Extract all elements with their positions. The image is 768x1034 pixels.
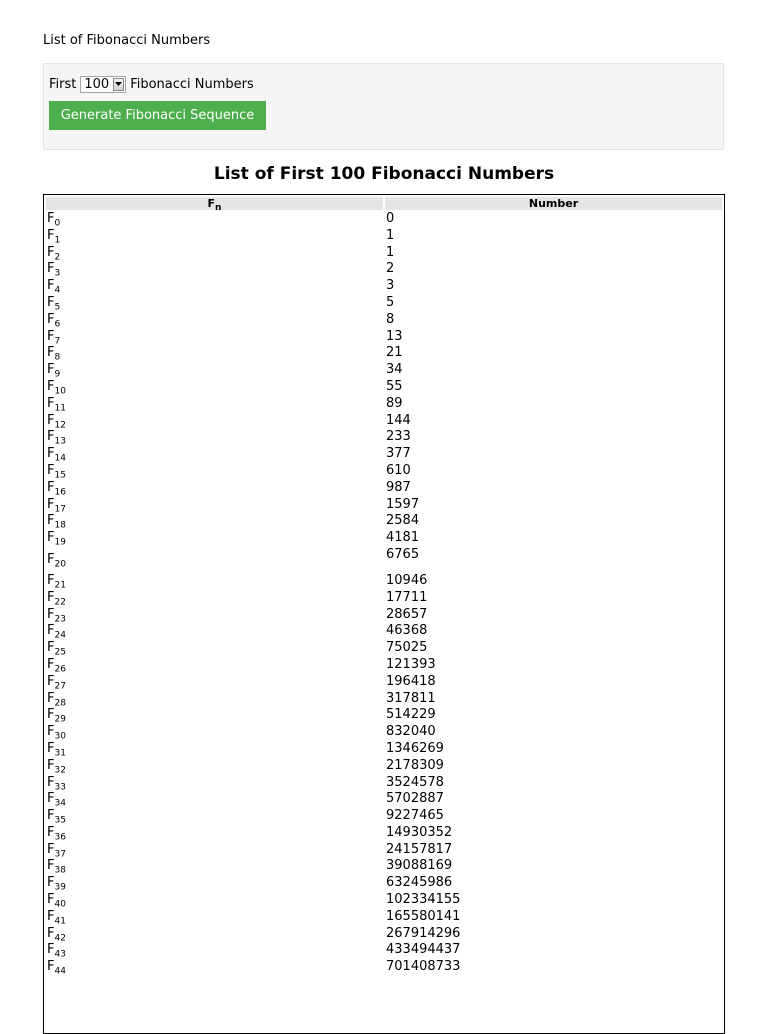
table-row [46, 725, 722, 740]
fib-index-cell [46, 430, 383, 445]
fib-index-cell [46, 942, 383, 961]
fib-value-cell: 63245986 [386, 875, 453, 891]
fib-index-sub: 23 [54, 614, 66, 625]
table-row [46, 859, 722, 874]
fib-index-base: F [47, 551, 55, 567]
fib-index-base: F [47, 530, 55, 546]
fib-index-sub: 15 [54, 470, 66, 481]
fib-index-sub: 19 [54, 537, 66, 548]
table-row [46, 246, 722, 261]
fib-index-cell [46, 330, 383, 345]
fib-index-cell [46, 910, 383, 925]
fib-index-sub: 7 [54, 336, 61, 347]
fib-index-base: F [47, 211, 55, 226]
table-row [46, 531, 722, 546]
column-header-index-base: F [207, 197, 216, 210]
table-row [46, 481, 722, 496]
column-header-index [46, 197, 383, 214]
fib-value-cell: 75025 [386, 640, 428, 656]
table-row [46, 843, 722, 858]
fib-index-cell [46, 296, 383, 311]
fib-index-sub: 34 [54, 798, 66, 809]
fib-index-base: F [47, 378, 55, 394]
fib-index-base: F [47, 244, 55, 260]
table-row [46, 624, 722, 639]
fib-value-cell: 1 [386, 227, 395, 243]
fib-index-cell [46, 858, 383, 877]
fib-index-sub: 32 [54, 765, 66, 776]
fib-index-cell [46, 876, 383, 891]
fib-index-cell [46, 927, 383, 942]
fib-index-base: F [47, 757, 55, 773]
fib-index-cell [46, 658, 383, 673]
fib-index-sub: 40 [54, 899, 66, 910]
fib-value-cell: 55 [386, 378, 403, 394]
fib-value-cell: 17711 [386, 589, 428, 605]
fib-value-cell: 6765 [386, 546, 420, 562]
fib-index-base: F [47, 589, 55, 605]
fib-index-sub: 14 [54, 453, 66, 464]
fib-index-base: F [47, 479, 55, 495]
table-row [46, 279, 722, 294]
table-row [46, 692, 722, 707]
table-row [46, 574, 722, 589]
fib-index-cell [46, 246, 383, 261]
fibonacci-table [44, 195, 724, 977]
fib-value-cell: 196418 [386, 673, 436, 689]
fib-index-cell [46, 514, 383, 529]
fib-index-base: F [47, 227, 55, 243]
fib-value-cell: 102334155 [386, 892, 461, 908]
fib-value-cell: 10946 [386, 572, 428, 588]
fib-index-sub: 4 [54, 285, 61, 296]
fib-index-base: F [47, 690, 55, 706]
fib-index-sub: 35 [54, 815, 66, 826]
table-row [46, 430, 722, 445]
fib-index-base: F [47, 606, 55, 622]
fib-index-sub: 42 [54, 933, 66, 944]
fib-index-sub: 18 [54, 520, 66, 531]
fib-index-sub: 9 [54, 369, 61, 380]
table-row [46, 313, 722, 328]
fib-index-base: F [47, 858, 55, 874]
fib-value-cell: 2178309 [386, 757, 444, 773]
fib-value-cell: 610 [386, 462, 411, 478]
table-row [46, 910, 722, 925]
table-row [46, 658, 722, 673]
fib-index-sub: 27 [54, 681, 66, 692]
table-row [46, 514, 722, 529]
fib-index-sub: 33 [54, 782, 66, 793]
fib-index-base: F [47, 572, 55, 588]
fib-index-base: F [47, 824, 55, 840]
fib-value-cell: 5 [386, 294, 395, 310]
fib-index-cell [46, 792, 383, 807]
fib-index-base: F [47, 640, 55, 656]
table-row [46, 296, 722, 311]
fib-index-sub: 39 [54, 882, 66, 893]
fib-index-base: F [47, 707, 55, 723]
table-row [46, 742, 722, 757]
table-row [46, 608, 722, 623]
table-row [46, 330, 722, 345]
fib-index-base: F [47, 462, 55, 478]
fibonacci-table-container [43, 194, 725, 1034]
fib-value-cell: 144 [386, 412, 411, 428]
fib-value-cell: 165580141 [386, 908, 461, 924]
table-row [46, 498, 722, 513]
fib-index-base: F [47, 623, 55, 639]
fib-index-cell [46, 548, 383, 572]
fib-index-cell [46, 725, 383, 740]
fib-index-cell [46, 262, 383, 277]
fib-index-cell [46, 313, 383, 328]
count-select[interactable] [80, 76, 126, 93]
fib-index-sub: 20 [54, 559, 66, 570]
table-row [46, 708, 722, 723]
fib-index-sub: 41 [54, 916, 66, 927]
table-row [46, 229, 722, 244]
fib-value-cell: 433494437 [386, 942, 461, 958]
fib-value-cell: 4181 [386, 530, 420, 546]
fib-index-cell [46, 742, 383, 757]
fib-index-base: F [47, 740, 55, 756]
fib-index-sub: 31 [54, 748, 66, 759]
fib-value-cell: 832040 [386, 724, 436, 740]
table-row [46, 591, 722, 606]
fib-value-cell: 121393 [386, 656, 436, 672]
fib-index-sub: 26 [54, 664, 66, 675]
fib-value-cell: 1597 [386, 496, 420, 512]
fib-value-cell: 987 [386, 479, 411, 495]
fib-index-cell [46, 447, 383, 462]
table-header-row [46, 197, 722, 210]
fib-index-sub: 11 [54, 403, 66, 414]
fib-index-cell [46, 759, 383, 774]
fib-index-base: F [47, 925, 55, 941]
fib-index-sub: 22 [54, 597, 66, 608]
fib-index-cell [46, 809, 383, 824]
fib-index-cell [46, 641, 383, 656]
table-row [46, 792, 722, 807]
fib-index-base: F [47, 496, 55, 512]
fib-index-sub: 24 [54, 630, 66, 641]
fib-index-cell [46, 531, 383, 546]
fib-value-cell: 1 [386, 244, 395, 260]
table-row [46, 893, 722, 908]
table-row [46, 826, 722, 841]
fib-index-cell [46, 414, 383, 429]
table-row [46, 641, 722, 656]
fib-index-sub: 37 [54, 849, 66, 860]
fib-value-cell: 317811 [386, 690, 436, 706]
fib-index-base: F [47, 278, 55, 294]
fib-index-cell [46, 692, 383, 707]
fib-index-sub: 8 [54, 352, 61, 363]
fib-value-cell: 8 [386, 311, 395, 327]
fib-value-cell: 14930352 [386, 824, 453, 840]
fib-index-sub: 30 [54, 731, 66, 742]
fib-index-sub: 29 [54, 714, 66, 725]
fib-value-cell: 514229 [386, 707, 436, 723]
fib-index-base: F [47, 395, 55, 411]
fib-value-cell: 233 [386, 429, 411, 445]
table-row [46, 759, 722, 774]
fib-value-cell: 0 [386, 211, 395, 226]
table-row [46, 397, 722, 412]
fib-index-base: F [47, 446, 55, 462]
fib-index-base: F [47, 892, 55, 908]
fib-index-cell [46, 843, 383, 858]
fib-index-cell [46, 675, 383, 690]
table-row [46, 943, 722, 958]
fib-index-cell [46, 464, 383, 479]
table-row [46, 380, 722, 395]
fib-index-cell [46, 481, 383, 496]
fib-value-cell: 5702887 [386, 791, 444, 807]
fib-index-cell [46, 498, 383, 513]
table-row [46, 212, 722, 227]
fib-index-base: F [47, 791, 55, 807]
fib-index-sub: 44 [54, 966, 66, 977]
fib-value-cell: 3 [386, 278, 395, 294]
column-header-index-sub: n [215, 203, 222, 214]
table-row [46, 776, 722, 791]
fib-index-base: F [47, 908, 55, 924]
fib-index-base: F [47, 429, 55, 445]
fib-index-base: F [47, 656, 55, 672]
generate-sequence-button[interactable]: Generate Fibonacci Sequence [49, 101, 266, 130]
fib-value-cell: 1346269 [386, 740, 444, 756]
fib-index-sub: 12 [54, 420, 66, 431]
fib-index-sub: 10 [54, 386, 66, 397]
fib-value-cell: 21 [386, 345, 403, 361]
fib-index-base: F [47, 673, 55, 689]
list-title: List of First 100 Fibonacci Numbers [213, 164, 555, 184]
fib-index-cell [46, 397, 383, 412]
table-row [46, 447, 722, 462]
fib-value-cell: 9227465 [386, 808, 444, 824]
fib-index-sub: 3 [54, 268, 61, 279]
table-row [46, 809, 722, 824]
control-panel [43, 63, 724, 150]
fib-index-sub: 28 [54, 698, 66, 709]
fib-index-sub: 36 [54, 832, 66, 843]
fib-index-sub: 21 [54, 580, 66, 591]
fib-value-cell: 2 [386, 261, 395, 277]
fib-index-base: F [47, 362, 55, 378]
fib-index-base: F [47, 412, 55, 428]
fib-index-cell [46, 212, 383, 227]
table-row [46, 346, 722, 361]
fib-value-cell: 89 [386, 395, 403, 411]
fib-value-cell: 701408733 [386, 959, 461, 975]
page-heading: List of Fibonacci Numbers [43, 33, 211, 48]
fib-index-cell [46, 893, 383, 908]
table-row [46, 960, 722, 975]
fib-index-cell [46, 346, 383, 361]
table-row [46, 876, 722, 891]
fib-index-base: F [47, 311, 55, 327]
fib-index-base: F [47, 261, 55, 277]
fib-index-cell [46, 960, 383, 975]
fib-value-cell: 46368 [386, 623, 428, 639]
column-header-number: Number [385, 197, 722, 210]
table-row [46, 363, 722, 378]
fib-index-cell [46, 826, 383, 841]
count-prefix-label: First [49, 76, 77, 92]
fib-value-cell: 34 [386, 362, 403, 378]
fib-value-cell: 2584 [386, 513, 420, 529]
fib-index-sub: 5 [54, 302, 61, 313]
fib-index-cell [46, 776, 383, 791]
fib-index-base: F [47, 875, 55, 891]
fib-index-base: F [47, 513, 55, 529]
fib-value-cell: 267914296 [386, 925, 461, 941]
table-row [46, 927, 722, 942]
table-row [46, 548, 722, 572]
fib-index-cell [46, 279, 383, 294]
table-row [46, 675, 722, 690]
fib-value-cell: 24157817 [386, 841, 453, 857]
fib-index-cell [46, 363, 383, 378]
fib-index-base: F [47, 294, 55, 310]
fib-index-base: F [47, 959, 55, 975]
fib-index-base: F [47, 808, 55, 824]
fib-value-cell: 13 [386, 328, 403, 344]
fib-index-sub: 0 [54, 218, 61, 229]
fib-index-base: F [47, 724, 55, 740]
fib-value-cell: 377 [386, 446, 411, 462]
fib-index-base: F [47, 841, 55, 857]
fib-value-cell: 3524578 [386, 774, 444, 790]
table-row [46, 464, 722, 479]
count-row [49, 75, 254, 93]
fib-index-base: F [47, 345, 55, 361]
table-body [46, 212, 722, 975]
fib-index-sub: 43 [54, 950, 66, 961]
fib-index-cell [46, 708, 383, 723]
fib-index-base: F [47, 328, 55, 344]
fib-index-sub: 25 [54, 647, 66, 658]
table-row [46, 262, 722, 277]
count-suffix-label: Fibonacci Numbers [130, 76, 254, 92]
fib-index-sub: 16 [54, 487, 66, 498]
fib-index-sub: 1 [54, 235, 61, 246]
fib-index-base: F [47, 774, 55, 790]
fib-index-sub: 38 [54, 866, 66, 877]
fib-index-sub: 6 [54, 319, 61, 330]
chevron-down-icon[interactable] [113, 78, 124, 91]
fib-index-cell [46, 380, 383, 395]
fib-index-cell [46, 591, 383, 606]
table-row [46, 414, 722, 429]
count-select-value: 100 [84, 76, 110, 92]
fib-value-cell: 39088169 [386, 858, 453, 874]
fib-index-sub: 17 [54, 504, 66, 515]
fib-index-cell [46, 608, 383, 623]
fib-value-cell: 28657 [386, 606, 428, 622]
fib-index-cell [46, 624, 383, 639]
fib-index-base: F [47, 942, 55, 958]
fib-index-sub: 2 [54, 252, 61, 263]
fib-index-cell [46, 574, 383, 589]
fib-index-sub: 13 [54, 436, 66, 447]
fib-index-cell [46, 229, 383, 244]
